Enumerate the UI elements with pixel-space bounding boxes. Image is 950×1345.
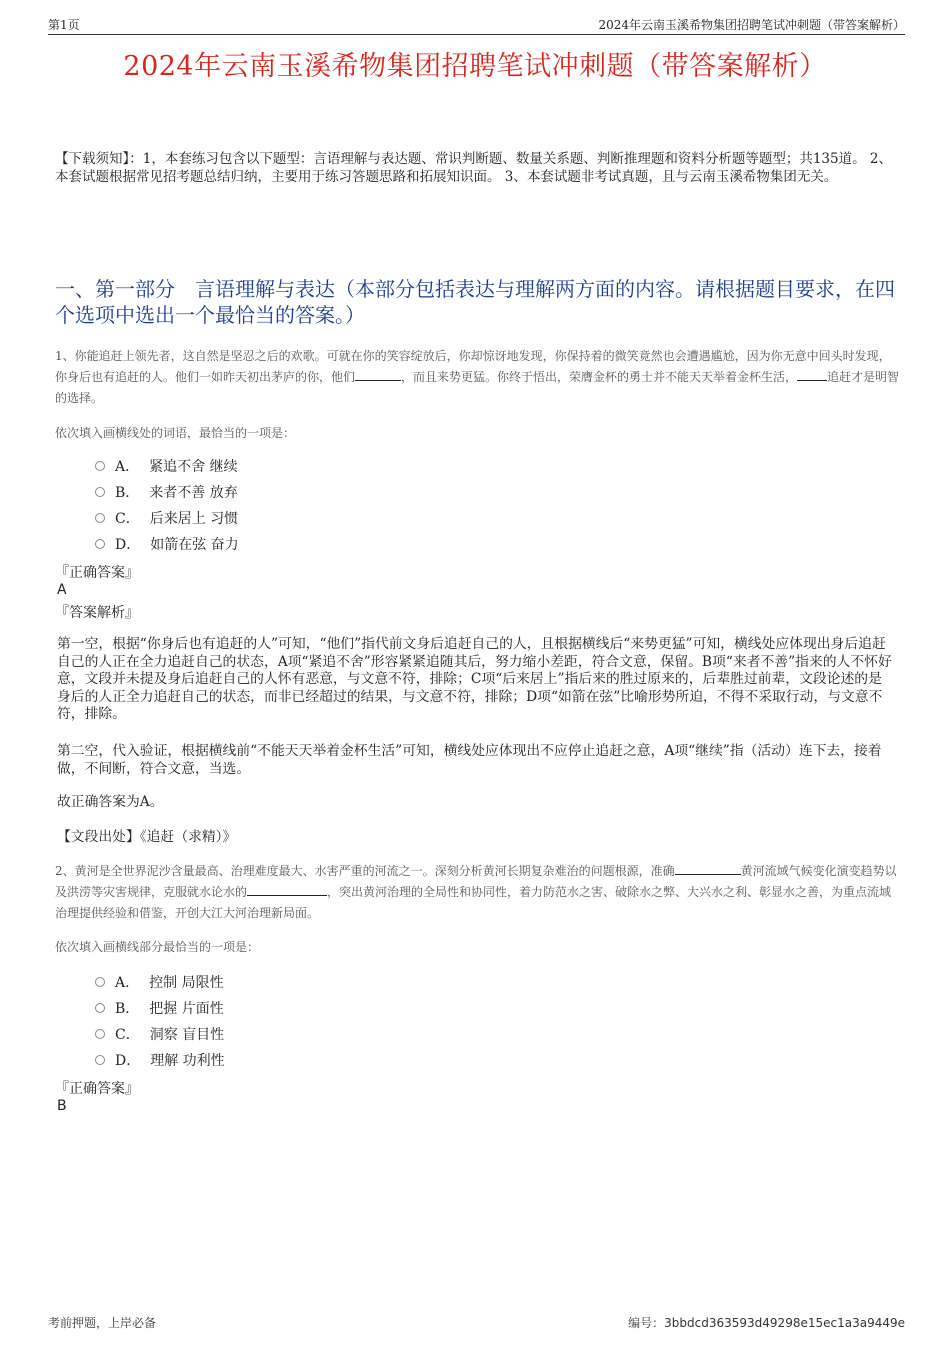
question-1-prompt: 依次填入画横线处的词语，最恰当的一项是： [55, 426, 296, 440]
radio-icon[interactable] [95, 1055, 105, 1065]
question-2-text-part: 2、黄河是全世界泥沙含量最高、治理难度最大、水害严重的河流之一。深刻分析黄河长期复杂难治的问题根源，准确 [55, 864, 675, 878]
question-1-text-part: 追赶才是明智的选择。 [55, 370, 900, 405]
question-1-text-part: ，而且来势更猛。你终于悟出，荣膺金杯的勇士并不能天天举着金杯生活， [401, 370, 798, 384]
q2-option-a[interactable] [95, 971, 224, 993]
option-letter: D． [115, 1053, 141, 1069]
radio-icon[interactable] [95, 487, 105, 497]
option-text: 后来居上 习惯 [149, 511, 239, 527]
footer-code [628, 1314, 905, 1331]
option-letter: B． [115, 485, 140, 501]
q1-analysis-label: 『答案解析』 [55, 605, 139, 621]
question-2-prompt: 依次填入画横线部分最恰当的一项是： [55, 940, 260, 954]
question-1-text-part: 1、你能追赶上领先者，这自然是坚忍之后的欢歌。可就在你的笑容绽放后，你却惊讶地发现，你保持着的微笑竟然也会遭遇尴尬，因为你无意中回头时发现，你身后也有追赶的人。他们一如昨天初出茅庐的你，他们 [55, 349, 891, 384]
option-text: 理解 功利性 [150, 1053, 225, 1069]
option-text: 紧追不舍 继续 [149, 459, 238, 475]
download-notice: 【下载须知】：1，本套练习包含以下题型：言语理解与表达题、常识判断题、数量关系题、判断推理题和资料分析题等题型；共135道。 2、本套试题根据常见招考题总结归纳，主要用于练习答题思路和拓展知识面。 3、本套试题非考试真题，且与云南玉溪希物集团无关。 [55, 151, 892, 185]
q1-answer: A [57, 582, 67, 598]
radio-icon[interactable] [95, 1029, 105, 1039]
q1-analysis-paragraph-1: 第一空，根据“你身后也有追赶的人”可知，“他们”指代前文身后追赶自己的人，且根据横线后“来势更猛”可知，横线处应体现出身后追赶自己的人正在全力追赶自己的状态，A项“紧追不舍”形容紧紧追随其后，努力缩小差距，符合文意，保留。B项“来者不善”指来的人不怀好意，文段并未提及身后追赶自己的人怀有恶意，与文意不符，排除；C项“后来居上”指后来的胜过原来的，后辈胜过前辈，文段论述的是身后的人正全力追赶自己的状态，而非已经超过的结果，与文意不符，排除；D项“如箭在弦”比喻形势所迫，不得不采取行动，与文意不符，排除。 [57, 636, 892, 722]
question-2-text-part: ，突出黄河治理的全局性和协同性，着力防范水之害、破除水之弊、大兴水之利、彰显水之善，为重点流域治理提供经验和借鉴，开创大江大河治理新局面。 [55, 885, 892, 920]
option-text: 来者不善 放弃 [149, 485, 238, 501]
option-letter: A． [115, 459, 140, 475]
q1-option-b[interactable] [95, 481, 238, 503]
page-header [48, 14, 905, 35]
radio-icon[interactable] [95, 461, 105, 471]
q1-analysis-paragraph-3: 故正确答案为A。 [57, 794, 164, 810]
q2-option-b[interactable] [95, 997, 224, 1019]
option-text: 把握 片面性 [149, 1001, 224, 1017]
fill-blank [247, 883, 327, 896]
fill-blank [355, 368, 401, 381]
radio-icon[interactable] [95, 513, 105, 523]
question-1-text [55, 346, 900, 409]
option-letter: B． [115, 1001, 140, 1017]
q1-option-c[interactable] [95, 507, 238, 529]
q1-source: 【文段出处】《追赶（求精）》 [57, 829, 237, 845]
q1-option-a[interactable] [95, 455, 238, 477]
q1-analysis-paragraph-2: 第二空，代入验证，根据横线前“不能天天举着金杯生活”可知，横线处应体现出不应停止追赶之意，A项“继续”指（活动）连下去，接着做，不间断，符合文意，当选。 [57, 743, 882, 777]
q1-option-d[interactable] [95, 533, 239, 555]
option-letter: A． [115, 975, 140, 991]
option-letter: C． [115, 1027, 140, 1043]
footer-code-value: 3bbdcd363593d49298e15ec1a3a9449e [664, 1316, 905, 1330]
fill-blank [675, 862, 741, 875]
radio-icon[interactable] [95, 1003, 105, 1013]
option-letter: D． [115, 537, 141, 553]
question-2-text [55, 861, 900, 924]
footer-code-label: 编号： [628, 1316, 665, 1330]
option-letter: C． [115, 511, 140, 527]
document-title: 2024年云南玉溪希物集团招聘笔试冲刺题（带答案解析） [123, 51, 827, 82]
page-number: 第1页 [48, 18, 80, 32]
header-doc-title: 2024年云南玉溪希物集团招聘笔试冲刺题（带答案解析） [598, 18, 905, 32]
section-heading: 一、第一部分 言语理解与表达（本部分包括表达与理解两方面的内容。请根据题目要求，在四个选项中选出一个最恰当的答案。） [55, 277, 895, 327]
option-text: 洞察 盲目性 [149, 1027, 225, 1043]
option-text: 控制 局限性 [149, 975, 224, 991]
q2-answer: B [57, 1098, 67, 1114]
q2-option-c[interactable] [95, 1023, 224, 1045]
fill-blank [797, 368, 827, 381]
footer-slogan: 考前押题，上岸必备 [48, 1316, 157, 1330]
q1-answer-label: 『正确答案』 [55, 565, 139, 581]
option-text: 如箭在弦 奋力 [150, 537, 239, 553]
q2-answer-label: 『正确答案』 [55, 1081, 139, 1097]
radio-icon[interactable] [95, 977, 105, 987]
q2-option-d[interactable] [95, 1049, 225, 1071]
question-2-text-part: 黄河流域气候变化演变趋势以及洪涝等灾害规律，克服就水论水的 [55, 864, 897, 899]
radio-icon[interactable] [95, 539, 105, 549]
